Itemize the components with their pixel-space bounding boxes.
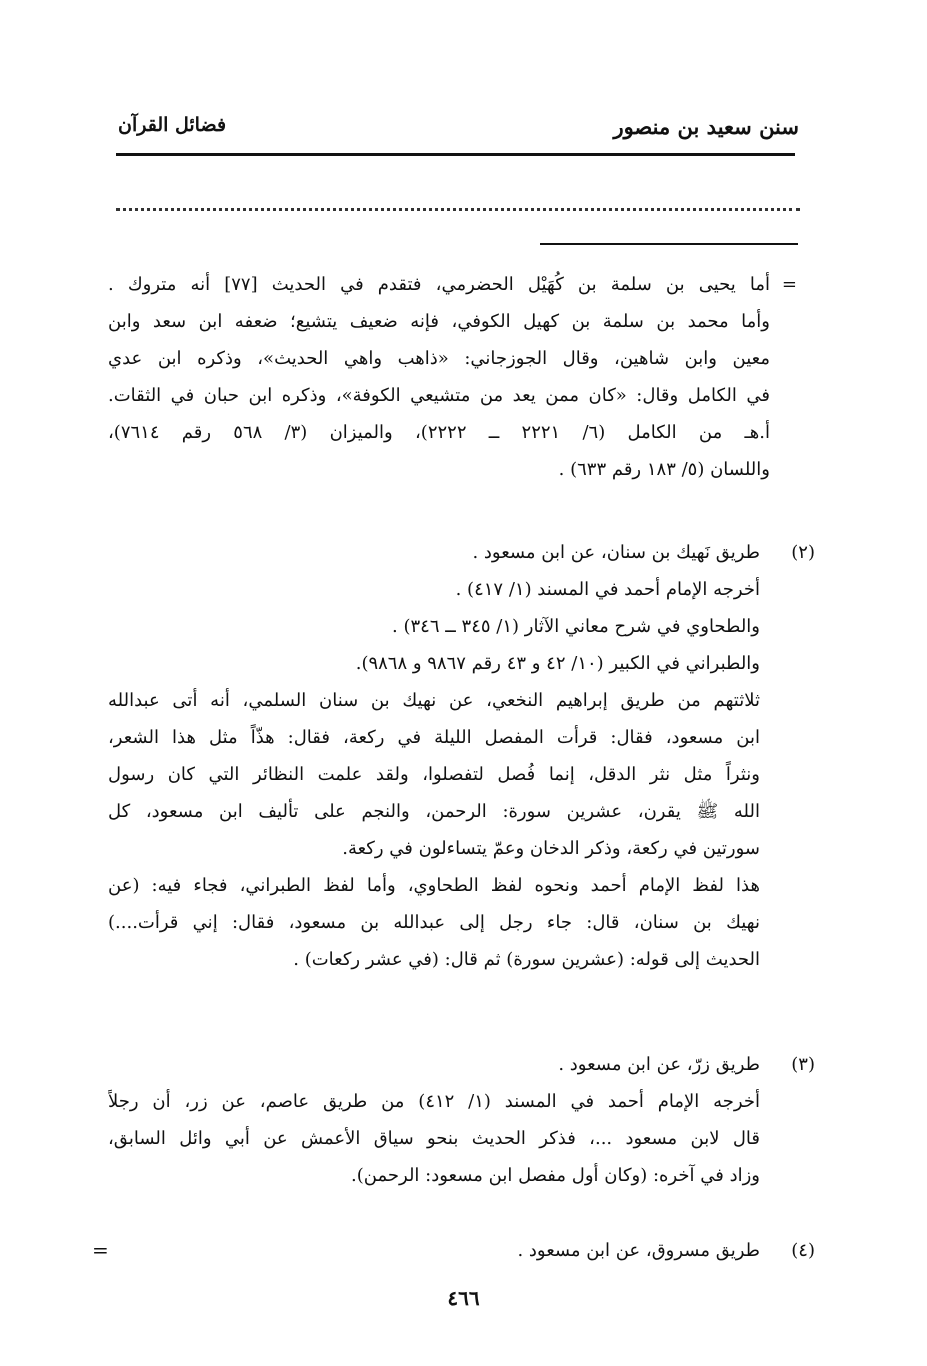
page-continuation-marker: = bbox=[92, 1238, 109, 1262]
header-rule bbox=[116, 153, 795, 156]
item-line: سورتين في ركعة، وذكر الدخان وعمّ يتساءلون في ركعة. bbox=[342, 838, 760, 859]
item-line: طريق زرّ، عن ابن مسعود . bbox=[558, 1054, 760, 1075]
footnote-line: واللسان (٥/ ١٨٣ رقم ٦٣٣) . bbox=[558, 459, 770, 480]
item-line: الله ﷺ يقرن، عشرين سورة: الرحمن، والنجم على تأليف ابن مسعود، كل bbox=[108, 801, 760, 822]
item-line: نهيك بن سنان، قال: جاء رجل إلى عبدالله بن مسعود، فقال: إني قرأت....) bbox=[108, 912, 760, 933]
item-number: (٢) bbox=[791, 542, 815, 563]
footnote-continuation-marker: = bbox=[781, 274, 797, 295]
item-line: ابن مسعود، فقال: قرأت المفصل الليلة في ركعة، فقال: هذّاً مثل هذا الشعر، bbox=[108, 727, 760, 748]
item-2-block bbox=[108, 534, 760, 682]
item-line: الحديث إلى قوله: (عشرين سورة) ثم قال: (في عشر ركعات) . bbox=[293, 949, 760, 970]
item-line: والطبراني في الكبير (١٠/ ٤٢ و ٤٣ رقم ٩٨٦٧ و ٩٨٦٨). bbox=[355, 653, 760, 674]
page-number: ٤٦٦ bbox=[447, 1286, 480, 1310]
item-number: (٤) bbox=[791, 1240, 815, 1261]
item-line: قال لابن مسعود ...، فذكر الحديث بنحو سياق الأعمش عن أبي وائل السابق، bbox=[108, 1128, 760, 1149]
dotted-divider bbox=[116, 208, 800, 211]
footnote-rule bbox=[540, 243, 798, 245]
item-line: ثلاثتهم من طريق إبراهيم النخعي، عن نهيك بن سنان السلمي، أنه أتى عبدالله bbox=[108, 690, 760, 711]
item-line: طريق مسروق، عن ابن مسعود . bbox=[517, 1240, 760, 1261]
item-3-block bbox=[108, 1046, 760, 1194]
item-line: وزاد في آخره: (وكان أول مفصل ابن مسعود: الرحمن). bbox=[351, 1165, 760, 1186]
footnote-line: معين وابن شاهين، وقال الجوزجاني: «ذاهب واهي الحديث»، وذكره ابن عدي bbox=[108, 348, 770, 369]
section-title: فضائل القرآن bbox=[118, 114, 227, 136]
item-line: هذا لفظ الإمام أحمد ونحوه لفظ الطحاوي، وأما لفظ الطبراني، فجاء فيه: (عن bbox=[108, 875, 760, 896]
footnote-block bbox=[108, 266, 770, 488]
footnote-line: أ.هـ من الكامل (٦/ ٢٢٢١ ــ ٢٢٢٢)، والميزان (٣/ ٥٦٨ رقم ٧٦١٤)، bbox=[108, 422, 770, 443]
footnote-line: في الكامل وقال: «كان ممن يعد من متشيعي الكوفة»، وذكره ابن حبان في الثقات. bbox=[108, 385, 770, 406]
item-line: والطحاوي في شرح معاني الآثار (١/ ٣٤٥ ــ ٣٤٦) . bbox=[392, 616, 760, 637]
item-line: أخرجه الإمام أحمد في المسند (١/ ٤١٢) من طريق عاصم، عن زر، أن رجلاً bbox=[108, 1091, 760, 1112]
book-title: سنن سعيد بن منصور bbox=[613, 114, 799, 139]
item-4-block bbox=[108, 1232, 760, 1269]
item-line: أخرجه الإمام أحمد في المسند (١/ ٤١٧) . bbox=[455, 579, 760, 600]
item-2-body bbox=[108, 682, 760, 978]
footnote-line: وأما محمد بن سلمة بن كهيل الكوفي، فإنه ضعيف يتشيع؛ ضعفه ابن سعد وابن bbox=[108, 311, 770, 332]
item-line: ونثراً مثل نثر الدقل، إنما فُصل لتفصلوا، ولقد علمت النظائر التي كان رسول bbox=[108, 764, 760, 785]
footnote-line: أما يحيى بن سلمة بن كُهَيْل الحضرمي، فتقدم في الحديث [٧٧] أنه متروك . bbox=[108, 274, 770, 295]
item-number: (٣) bbox=[791, 1054, 815, 1075]
item-line: طريق نَهيك بن سنان، عن ابن مسعود . bbox=[472, 542, 760, 563]
